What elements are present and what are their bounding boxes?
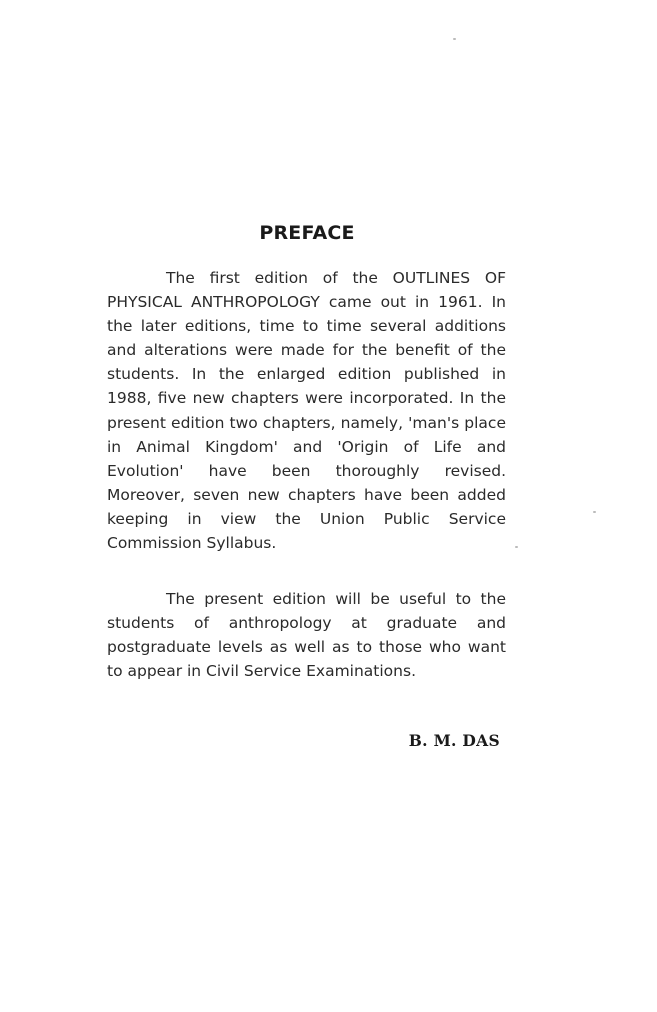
preface-paragraph-2: The present edition will be useful to the students of anthropology at graduate and postgraduate levels as well as to those who want to appear in Civil Service Examinations. xyxy=(107,590,506,681)
scan-speck xyxy=(453,38,456,40)
page-title: PREFACE xyxy=(259,222,355,244)
scan-speck xyxy=(593,511,596,513)
author-signature: B. M. DAS xyxy=(408,731,500,750)
scan-speck xyxy=(515,546,518,548)
preface-paragraph-1: The first edition of the OUTLINES OF PHYSICAL ANTHROPOLOGY came out in 1961. In the later editions, time to time several additions and alterations were made for the benefit of the students. In the enlarged edition published in 1988, five new chapters were incorporated. In the present edition two chapters, namely, 'man's place in Animal Kingdom' and 'Origin of Life and Evolution' have been thoroughly revised. Moreover, seven new chapters have been added keeping in view the Union Public Service Commission Syllabus. xyxy=(107,269,506,553)
